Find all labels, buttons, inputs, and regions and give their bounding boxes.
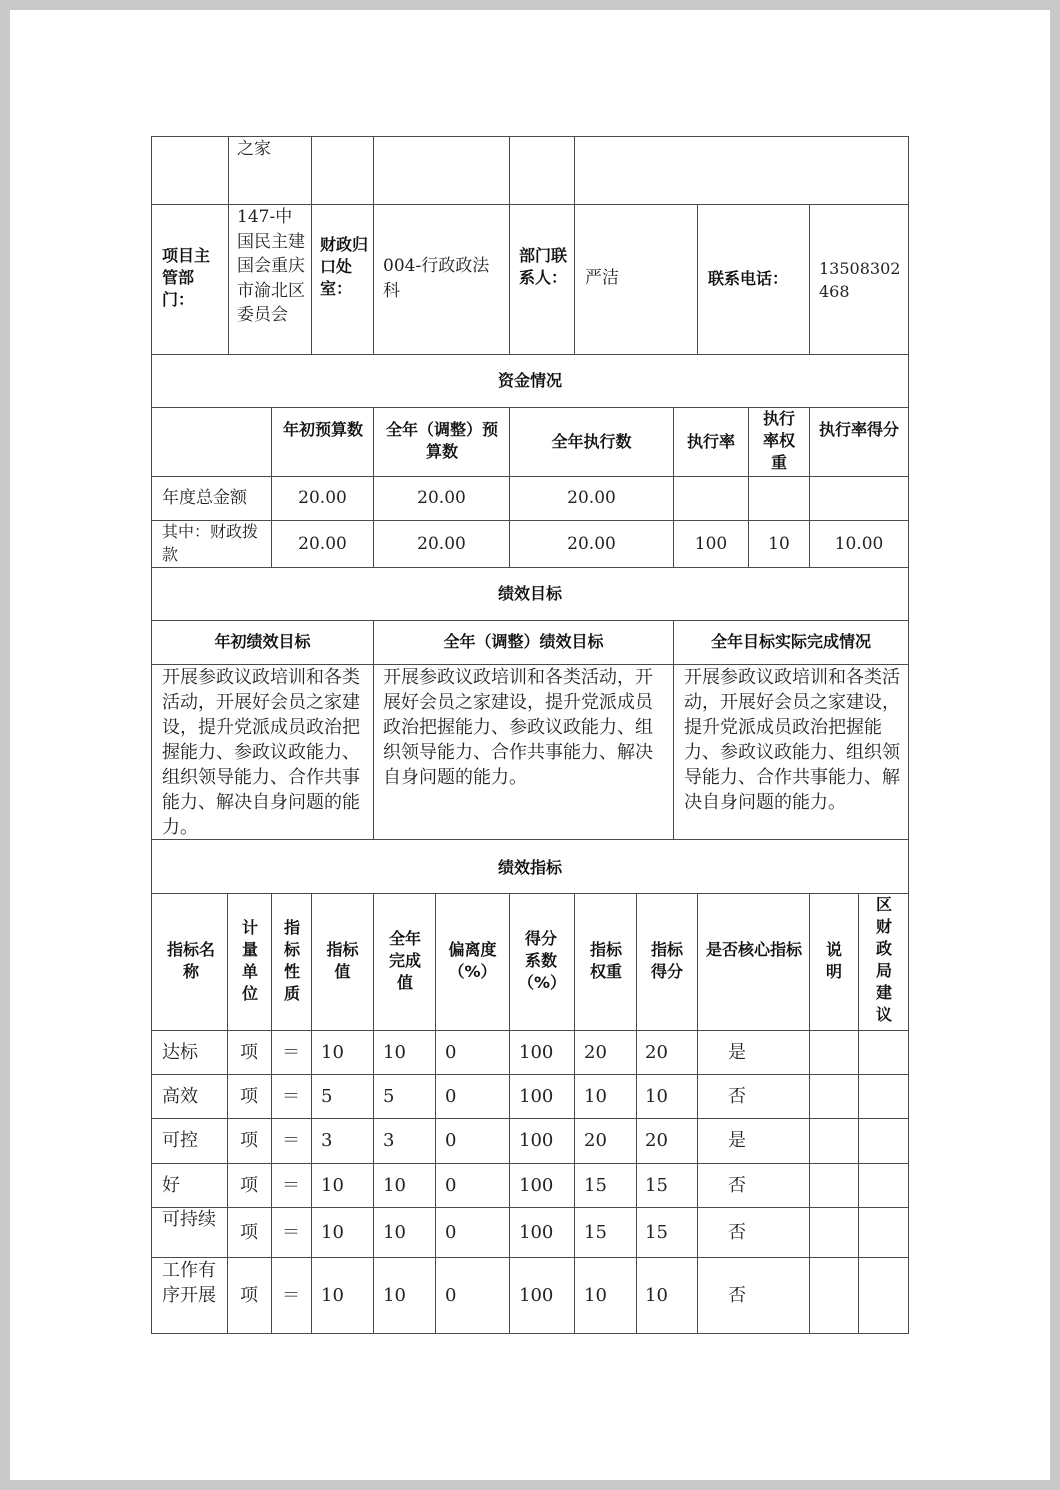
goal-adjusted-text: 开展参政议政培训和各类活动，开展好会员之家建设，提升党派成员政治把握能力、参政议政能力、组织领导能力、合作共事能力、解决自身问题的能力。 <box>383 667 653 788</box>
indicator-cell: 0 <box>445 1221 457 1243</box>
ind-header: 偏离度（%） <box>448 940 497 981</box>
indicator-cell: 项 <box>240 1284 258 1306</box>
indicator-cell: 0 <box>445 1284 457 1306</box>
ind-header: 指标权重 <box>589 940 622 981</box>
indicator-cell: 否 <box>728 1174 746 1196</box>
indicator-cell: ＝ <box>282 1221 300 1243</box>
indicator-cell: 15 <box>645 1174 668 1196</box>
indicator-cell: 15 <box>645 1221 668 1243</box>
indicator-cell: 10 <box>383 1041 406 1063</box>
ind-header: 指标性质 <box>283 918 300 1003</box>
indicator-name: 高效 <box>162 1085 198 1107</box>
funds-cell: 20.00 <box>567 534 616 554</box>
funds-title: 资金情况 <box>497 371 562 390</box>
goals-header: 全年（调整）绩效目标 <box>443 632 604 651</box>
indicator-cell: 10 <box>383 1284 406 1306</box>
ind-header: 是否核心指标 <box>705 940 802 959</box>
phone-value: 13508302468 <box>819 259 901 301</box>
ind-header: 指标得分 <box>650 940 683 981</box>
indicator-cell: 10 <box>383 1221 406 1243</box>
indicator-cell: 否 <box>728 1221 746 1243</box>
indicator-cell: 10 <box>584 1284 607 1306</box>
ind-header: 区财政局建议 <box>875 895 892 1024</box>
indicator-cell: 100 <box>519 1174 554 1196</box>
indicator-cell: 3 <box>321 1130 333 1151</box>
indicator-cell: 否 <box>728 1284 746 1306</box>
indicator-cell: ＝ <box>282 1284 300 1306</box>
funds-cell: 20.00 <box>298 488 347 508</box>
ind-header: 指标值 <box>326 940 359 981</box>
fin-office-label: 财政归口处室： <box>320 235 369 298</box>
funds-header: 执行率权重 <box>762 409 795 472</box>
indicator-name: 好 <box>162 1174 180 1196</box>
indicator-cell: 10 <box>321 1174 344 1196</box>
indicator-cell: ＝ <box>282 1085 300 1107</box>
funds-cell: 20.00 <box>567 488 616 508</box>
indicator-cell: 100 <box>519 1284 554 1306</box>
goals-header: 全年目标实际完成情况 <box>710 632 871 651</box>
indicator-cell: 10 <box>584 1085 607 1107</box>
goal-actual-text: 开展参政议政培训和各类活动，开展好会员之家建设，提升党派成员政治把握能力、参政议政能力、组织领导能力、合作共事能力、解决自身问题的能力。 <box>684 667 900 813</box>
indicator-cell: 10 <box>321 1284 344 1306</box>
funds-cell: 20.00 <box>417 534 466 554</box>
indicator-cell: 15 <box>584 1174 607 1196</box>
goals-header: 年初绩效目标 <box>214 632 311 651</box>
goals-title: 绩效目标 <box>497 584 562 603</box>
indicator-name: 可控 <box>162 1130 198 1151</box>
ind-header: 指标名称 <box>166 940 215 981</box>
dept-value: 147-中国民主建国会重庆市渝北区委员会 <box>237 207 305 325</box>
indicator-cell: ＝ <box>282 1174 300 1196</box>
indicator-cell: 5 <box>321 1085 333 1107</box>
indicator-cell: ＝ <box>282 1130 300 1151</box>
funds-cell: 20.00 <box>417 488 466 508</box>
fin-office-value: 004-行政政法科 <box>383 256 490 301</box>
indicator-cell: 10 <box>383 1174 406 1196</box>
ind-header: 计量单位 <box>241 918 258 1003</box>
funds-cell: 100 <box>694 534 728 554</box>
indicator-cell: 100 <box>519 1041 554 1063</box>
indicator-cell: 项 <box>240 1085 258 1107</box>
indicator-cell: 项 <box>240 1041 258 1063</box>
indicator-cell: 20 <box>645 1041 668 1063</box>
contact-value: 严洁 <box>585 268 619 288</box>
indicator-cell: 0 <box>445 1085 457 1107</box>
funds-header: 全年（调整）预算数 <box>385 420 498 461</box>
goal-initial-text: 开展参政议政培训和各类活动，开展好会员之家建设，提升党派成员政治把握能力、参政议政能力、组织领导能力、合作共事能力、解决自身问题的能力。 <box>162 667 360 838</box>
indicator-cell: 0 <box>445 1130 457 1151</box>
funds-cell: 20.00 <box>298 534 347 554</box>
dept-label: 项目主管部门： <box>162 246 211 309</box>
indicator-cell: 100 <box>519 1085 554 1107</box>
indicator-cell: 100 <box>519 1221 554 1243</box>
indicator-name: 可持续 <box>162 1209 216 1230</box>
funds-row-label: 其中：财政拨款 <box>162 522 259 564</box>
ind-header: 得分系数（%） <box>518 929 567 992</box>
indicator-cell: 项 <box>240 1174 258 1196</box>
indicator-cell: 是 <box>728 1130 746 1151</box>
funds-cell: 10 <box>768 534 790 554</box>
funds-header: 年初预算数 <box>282 420 363 439</box>
indicator-cell: 0 <box>445 1174 457 1196</box>
funds-header: 执行率得分 <box>819 420 900 439</box>
indicator-cell: 项 <box>240 1221 258 1243</box>
indicator-cell: 10 <box>645 1085 668 1107</box>
contact-label: 部门联系人： <box>519 246 568 287</box>
indicator-cell: 20 <box>584 1130 607 1151</box>
funds-header: 全年执行数 <box>551 432 632 451</box>
top-continued-text: 之家 <box>237 139 271 159</box>
indicator-cell: 10 <box>645 1284 668 1306</box>
indicator-name: 达标 <box>162 1041 198 1063</box>
indicator-name: 工作有序开展 <box>162 1259 216 1306</box>
indicator-cell: ＝ <box>282 1041 300 1063</box>
indicator-cell: 3 <box>383 1130 395 1151</box>
indicator-cell: 20 <box>645 1130 668 1151</box>
indicator-cell: 项 <box>240 1130 258 1151</box>
ind-header: 说明 <box>825 940 842 981</box>
indicator-cell: 10 <box>321 1221 344 1243</box>
indicator-cell: 5 <box>383 1085 395 1107</box>
phone-label: 联系电话： <box>708 269 789 288</box>
indicator-cell: 是 <box>728 1041 746 1063</box>
indicator-cell: 100 <box>519 1130 554 1151</box>
indicator-cell: 15 <box>584 1221 607 1243</box>
funds-header: 执行率 <box>686 432 735 451</box>
funds-cell: 10.00 <box>834 534 884 554</box>
indicator-cell: 0 <box>445 1041 457 1063</box>
ind-header: 全年完成值 <box>388 929 421 992</box>
indicator-cell: 否 <box>728 1085 746 1107</box>
funds-row-label: 年度总金额 <box>162 488 247 508</box>
indicator-cell: 20 <box>584 1041 607 1063</box>
indicator-cell: 10 <box>321 1041 344 1063</box>
indicators-title: 绩效指标 <box>497 858 562 877</box>
